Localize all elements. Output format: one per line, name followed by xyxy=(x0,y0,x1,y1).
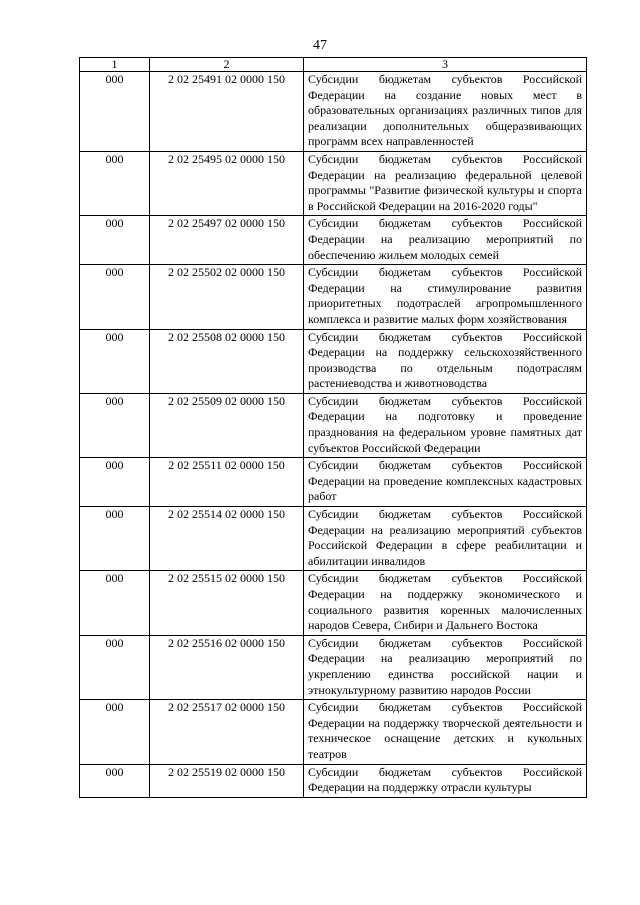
budget-code-cell: 2 02 25511 02 0000 150 xyxy=(150,458,304,507)
budget-code-cell: 2 02 25517 02 0000 150 xyxy=(150,700,304,764)
budget-code-cell: 2 02 25519 02 0000 150 xyxy=(150,764,304,797)
admin-code-cell: 000 xyxy=(80,507,150,571)
table-row xyxy=(80,458,587,507)
table-row xyxy=(80,265,587,329)
income-name-cell: Субсидии бюджетам субъектов Российской Федерации на стимулирование развития приоритетных подотраслей агропромышленного комплекса и развитие малых форм хозяйствования xyxy=(304,265,587,329)
table-row xyxy=(80,764,587,797)
table-row xyxy=(80,329,587,393)
admin-code-cell: 000 xyxy=(80,764,150,797)
budget-code-cell: 2 02 25516 02 0000 150 xyxy=(150,635,304,699)
admin-code-cell: 000 xyxy=(80,72,150,152)
table-row xyxy=(80,216,587,265)
table-row xyxy=(80,151,587,215)
budget-code-cell: 2 02 25508 02 0000 150 xyxy=(150,329,304,393)
budget-code-cell: 2 02 25502 02 0000 150 xyxy=(150,265,304,329)
table-row xyxy=(80,507,587,571)
income-name-cell: Субсидии бюджетам субъектов Российской Федерации на реализацию мероприятий по укреплению единства российской нации и этнокультурному развитию народов России xyxy=(304,635,587,699)
admin-code-cell: 000 xyxy=(80,458,150,507)
income-name-cell: Субсидии бюджетам субъектов Российской Федерации на поддержку творческой деятельности и техническое оснащение детских и кукольных театров xyxy=(304,700,587,764)
admin-code-cell: 000 xyxy=(80,329,150,393)
income-name-cell: Субсидии бюджетам субъектов Российской Федерации на создание новых мест в образовательных организациях различных типов для реализации дополнительных общеразвивающих программ всех направленностей xyxy=(304,72,587,152)
page-number: 47 xyxy=(313,38,327,53)
admin-code-cell: 000 xyxy=(80,571,150,635)
income-name-cell: Субсидии бюджетам субъектов Российской Федерации на подготовку и проведение празднования на федеральном уровне памятных дат субъектов Российской Федерации xyxy=(304,393,587,457)
table-row xyxy=(80,700,587,764)
budget-code-cell: 2 02 25491 02 0000 150 xyxy=(150,72,304,152)
admin-code-cell: 000 xyxy=(80,151,150,215)
admin-code-cell: 000 xyxy=(80,635,150,699)
budget-code-cell: 2 02 25514 02 0000 150 xyxy=(150,507,304,571)
admin-code-cell: 000 xyxy=(80,393,150,457)
income-name-cell: Субсидии бюджетам субъектов Российской Федерации на поддержку отрасли культуры xyxy=(304,764,587,797)
budget-code-cell: 2 02 25509 02 0000 150 xyxy=(150,393,304,457)
table-header-row xyxy=(80,58,587,72)
income-name-cell: Субсидии бюджетам субъектов Российской Федерации на поддержку сельскохозяйственного производства по отдельным подотраслям растениеводства и животноводства xyxy=(304,329,587,393)
column-header-2: 2 xyxy=(150,58,304,72)
income-name-cell: Субсидии бюджетам субъектов Российской Федерации на проведение комплексных кадастровых работ xyxy=(304,458,587,507)
budget-code-cell: 2 02 25515 02 0000 150 xyxy=(150,571,304,635)
income-name-cell: Субсидии бюджетам субъектов Российской Федерации на реализацию мероприятий субъектов Российской Федерации в сфере реабилитации и абилитации инвалидов xyxy=(304,507,587,571)
column-header-3: 3 xyxy=(304,58,587,72)
table-row xyxy=(80,571,587,635)
budget-classification-table xyxy=(79,57,587,798)
admin-code-cell: 000 xyxy=(80,265,150,329)
budget-code-cell: 2 02 25497 02 0000 150 xyxy=(150,216,304,265)
income-name-cell: Субсидии бюджетам субъектов Российской Федерации на поддержку экономического и социального развития коренных малочисленных народов Севера, Сибири и Дальнего Востока xyxy=(304,571,587,635)
income-name-cell: Субсидии бюджетам субъектов Российской Федерации на реализацию мероприятий по обеспечению жильем молодых семей xyxy=(304,216,587,265)
table-row xyxy=(80,72,587,152)
budget-code-cell: 2 02 25495 02 0000 150 xyxy=(150,151,304,215)
table-row xyxy=(80,635,587,699)
admin-code-cell: 000 xyxy=(80,216,150,265)
admin-code-cell: 000 xyxy=(80,700,150,764)
column-header-1: 1 xyxy=(80,58,150,72)
income-name-cell: Субсидии бюджетам субъектов Российской Федерации на реализацию федеральной целевой программы "Развитие физической культуры и спорта в Российской Федерации на 2016-2020 годы" xyxy=(304,151,587,215)
table-row xyxy=(80,393,587,457)
